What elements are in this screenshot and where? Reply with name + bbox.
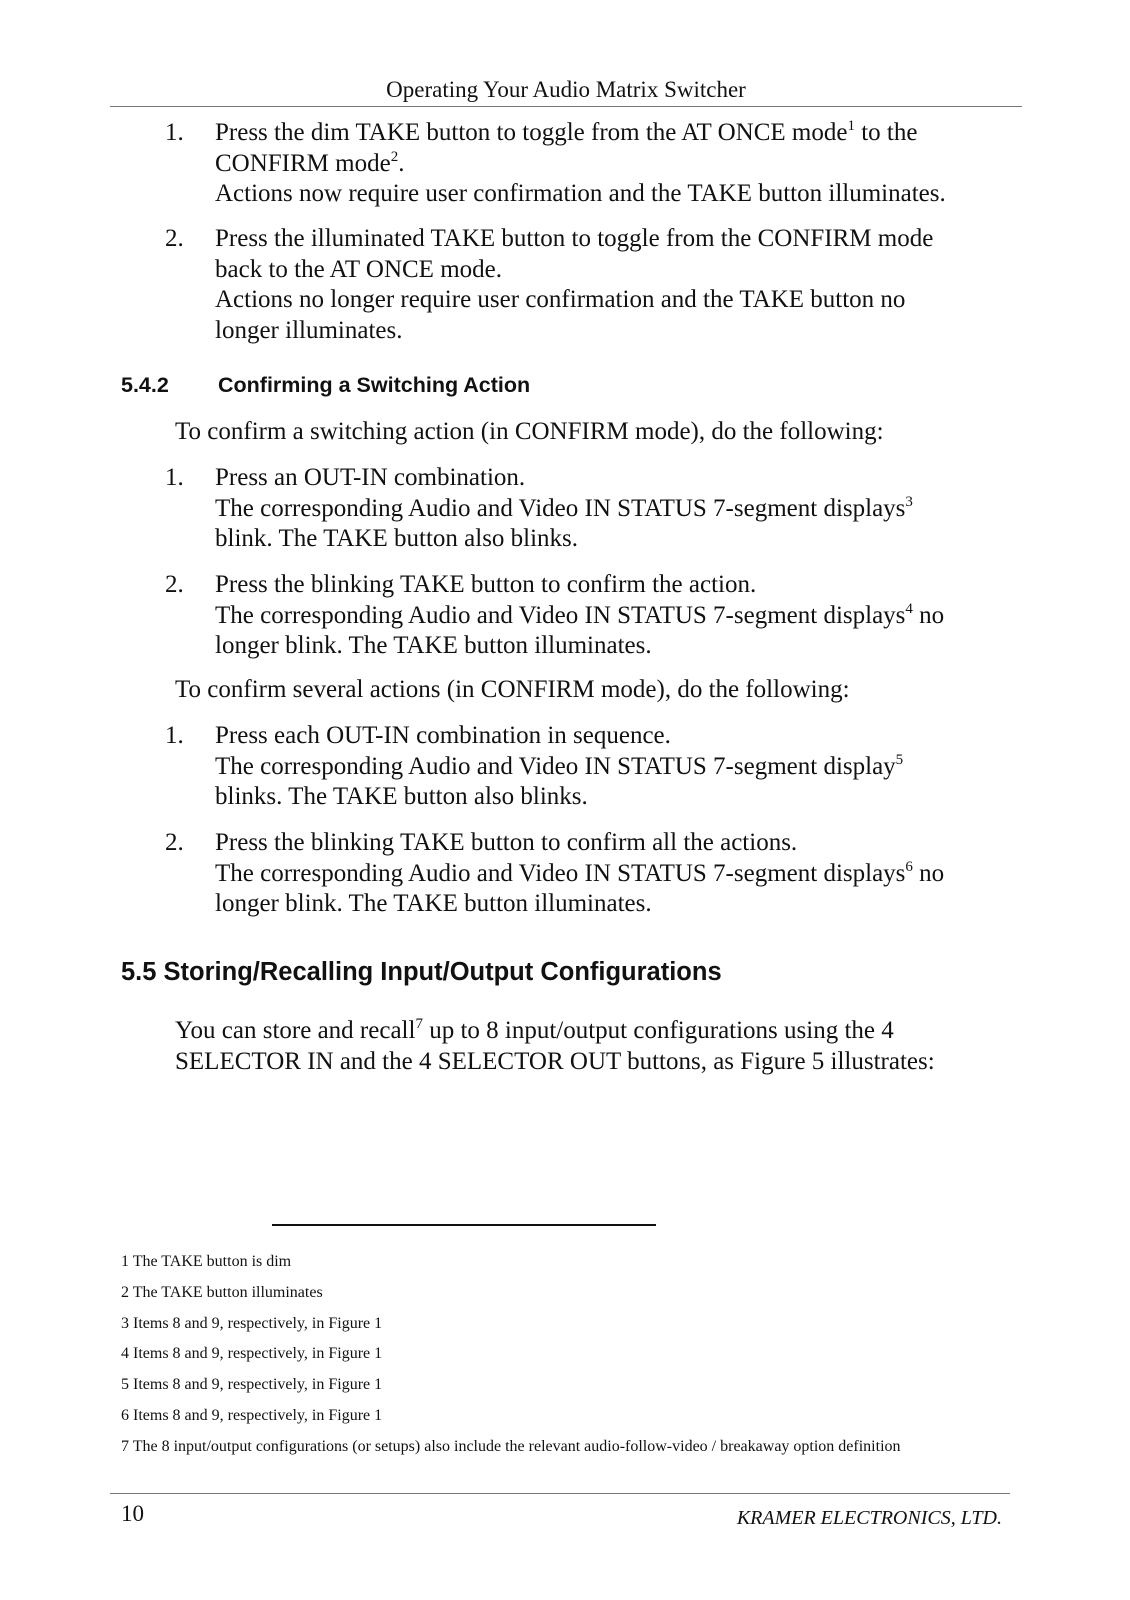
footnote-ref[interactable]: 7 (415, 1016, 423, 1032)
step-result: longer blink. The TAKE button illuminates. (215, 632, 652, 659)
step-text: Press the blinking TAKE button to confirm all the actions. (215, 829, 798, 856)
several-step-2 (165, 828, 1025, 920)
paragraph-text: up to 8 input/output configurations using the 4 (422, 1017, 894, 1044)
running-header: Operating Your Audio Matrix Switcher (386, 77, 746, 102)
footnote-ref[interactable]: 6 (905, 858, 913, 875)
step-text: Press the illuminated TAKE button to toggle from the CONFIRM mode (215, 225, 934, 252)
step-number: 1. (165, 722, 184, 749)
step-result: The corresponding Audio and Video IN STATUS 7-segment displays (215, 494, 906, 522)
step-result: no (912, 601, 945, 629)
store-recall-paragraph (175, 1016, 935, 1077)
publisher-name: KRAMER ELECTRONICS, LTD. (736, 1507, 1002, 1529)
step-number: 1. (165, 464, 184, 491)
footnote-separator (272, 1224, 656, 1226)
step-text: Press an OUT-IN combination. (215, 464, 526, 491)
mode-step-1 (165, 118, 1025, 210)
step-text: back to the AT ONCE mode. (215, 255, 502, 283)
step-text: Press the blinking TAKE button to confirm the action. (215, 571, 757, 598)
intro-several-actions: To confirm several actions (in CONFIRM mode), do the following: (175, 676, 850, 703)
step-text: Press the dim TAKE button to toggle from the AT ONCE mode (215, 119, 848, 146)
step-result: longer illuminates. (215, 316, 403, 344)
step-result: longer blink. The TAKE button illuminates. (215, 890, 652, 917)
step-result: The corresponding Audio and Video IN STATUS 7-segment displays (215, 859, 906, 887)
footer-rule (110, 1493, 1010, 1494)
step-text: Press each OUT-IN combination in sequence. (215, 722, 671, 749)
paragraph-text: You can store and recall (175, 1017, 416, 1044)
section-heading-5-5: 5.5 Storing/Recalling Input/Output Configurations (121, 958, 722, 986)
footnote-4: 4 Items 8 and 9, respectively, in Figure 1 (121, 1345, 383, 1362)
step-text: to the (854, 119, 918, 146)
paragraph-text: SELECTOR IN and the 4 SELECTOR OUT buttons, as Figure 5 illustrates: (175, 1047, 935, 1075)
single-step-1 (165, 463, 1025, 555)
mode-step-2 (165, 224, 1025, 346)
step-result: blinks. The TAKE button also blinks. (215, 783, 588, 810)
footnote-2: 2 The TAKE button illuminates (121, 1284, 323, 1301)
single-step-2 (165, 570, 1025, 662)
footnote-1: 1 The TAKE button is dim (121, 1253, 292, 1270)
step-text: CONFIRM mode (215, 149, 391, 177)
several-step-1 (165, 721, 1025, 813)
footnote-ref[interactable]: 5 (895, 751, 904, 768)
footnote-ref[interactable]: 2 (390, 148, 399, 165)
step-result: Actions no longer require user confirmation and the TAKE button no (215, 286, 906, 313)
footnote-6: 6 Items 8 and 9, respectively, in Figure 1 (121, 1407, 383, 1424)
step-result: Actions now require user confirmation and the TAKE button illuminates. (215, 180, 946, 207)
footnote-3: 3 Items 8 and 9, respectively, in Figure 1 (121, 1315, 383, 1332)
footnote-ref[interactable]: 4 (905, 600, 913, 617)
step-text: . (398, 149, 405, 177)
footnote-ref[interactable]: 1 (847, 118, 855, 134)
page-number: 10 (121, 1501, 144, 1526)
footnote-7: 7 The 8 input/output configurations (or setups) also include the relevant audio-follow-video / breakaway option definition (121, 1438, 901, 1455)
step-result: The corresponding Audio and Video IN STATUS 7-segment displays (215, 601, 906, 629)
footnote-ref[interactable]: 3 (905, 493, 913, 510)
step-result: blink. The TAKE button also blinks. (215, 525, 579, 552)
header-rule (110, 106, 1022, 107)
section-heading-5-4-2 (121, 372, 531, 398)
footnote-5: 5 Items 8 and 9, respectively, in Figure 1 (121, 1376, 383, 1393)
step-number: 2. (165, 225, 184, 252)
step-result: no (912, 859, 945, 887)
step-result: The corresponding Audio and Video IN STATUS 7-segment display (215, 752, 896, 780)
section-number: 5.4.2 (121, 373, 169, 397)
intro-single-action: To confirm a switching action (in CONFIRM mode), do the following: (175, 418, 884, 445)
step-number: 1. (165, 119, 184, 146)
step-number: 2. (165, 571, 184, 598)
step-number: 2. (165, 829, 184, 856)
section-title: Confirming a Switching Action (218, 373, 531, 397)
